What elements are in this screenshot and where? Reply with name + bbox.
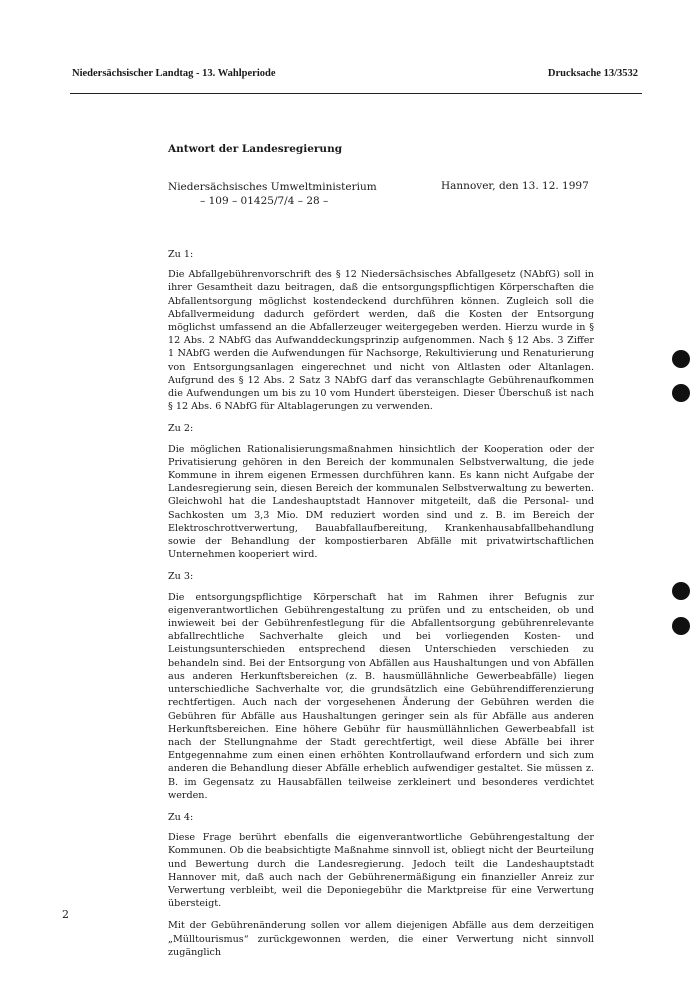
punch-hole-mark <box>672 384 690 402</box>
header-rule <box>70 93 642 94</box>
punch-hole-mark <box>672 350 690 368</box>
punch-hole-mark <box>672 617 690 635</box>
section-heading: Zu 2: <box>168 423 194 435</box>
ministry-block <box>168 180 377 208</box>
section-paragraph: Diese Frage berührt ebenfalls die eigenverantwortliche Gebührengestaltung der Kommunen. Ob die beabsichtigte Maßnahme sinnvoll ist, obliegt nicht der Beurteilung und Bewertung durch die Landesregierung. Jedoch teilt die Landeshauptstadt Hannover mit, daß auch nach der Gebührenermäßigung ein finanzieller Anreiz zur Verwertung verbleibt, weil die Deponiegebühr die Marktpreise für eine Verwertung übersteigt. <box>168 832 594 910</box>
punch-hole-mark <box>672 582 690 600</box>
section-paragraph: Die möglichen Rationalisierungsmaßnahmen hinsichtlich der Kooperation oder der Privatisierung gehören in den Bereich der kommunalen Selbstverwaltung, die jede Kommune in ihrem eigenen Ermessen durchführen kann. Es kann nicht Aufgabe der Landesregierung sein, diesen Bereich der kommunalen Selbstverwaltung zu bewerten. Gleichwohl hat die Landeshauptstadt Hannover mitgeteilt, daß die Personal- und Sachkosten um 3,3 Mio. DM reduziert worden sind und z. B. im Bereich der Elektroschrottverwertung, Bauabfallaufbereitung, Krankenhausabfallbehandlung sowie der Behandlung der kompostierbaren Abfälle mit privatwirtschaftlichen Unternehmen kooperiert wird. <box>168 443 594 561</box>
section-heading: Zu 1: <box>168 249 194 260</box>
ministry-reference: – 109 – 01425/7/4 – 28 – <box>200 195 329 207</box>
section-heading: Zu 4: <box>168 811 194 823</box>
ministry-name: Niedersächsisches Umweltministerium <box>168 181 377 193</box>
header-document-number: Drucksache 13/3532 <box>547 68 638 79</box>
page-number: 2 <box>62 908 69 921</box>
document-body <box>168 248 594 968</box>
header-parliament: Niedersächsischer Landtag - 13. Wahlperiode <box>72 68 276 79</box>
section-paragraph: Mit der Gebührenänderung sollen vor allem diejenigen Abfälle aus dem derzeitigen „Mülltourismus“ zurückgewonnen werden, die einer Verwertung nicht sinnvoll zugänglich <box>168 920 594 958</box>
document-date: Hannover, den 13. 12. 1997 <box>441 180 589 192</box>
section-paragraph: Die entsorgungspflichtige Körperschaft hat im Rahmen ihrer Befugnis zur eigenverantwortlichen Gebührengestaltung zu prüfen und zu entscheiden, ob und inwieweit bei der Gebührenfestlegung für die Abfallentsorgung gebührenrelevante abfallrechtliche Sachverhalte gleich und bei vorliegenden Kosten- und Leistungsunterschieden entsprechend diesen Unterschieden verschieden zu behandeln sind. Bei der Entsorgung von Abfällen aus Haushaltungen und von Abfällen aus anderen Herkunftsbereichen (z. B. hausmüllähnliche Gewerbeabfälle) liegen unterschiedliche Sachverhalte vor, die grundsätzlich eine Gebührendifferenzierung rechtfertigen. Auch nach der vorgesehenen Änderung der Gebühren werden die Gebühren für Abfälle aus Haushaltungen geringer sein als für Abfälle aus anderen Herkunftsbereichen. Eine höhere Gebühr für hausmüllähnlichen Gewerbeabfall ist nach der Stellungnahme der Stadt gerechtfertigt, weil diese Abfälle bei ihrer Entgegennahme zum einen einen erhöhten Kontrollaufwand erfordern und sich zum anderen die Behandlung dieser Abfälle erheblich aufwendiger gestaltet. Sie müssen z. B. im Gegensatz zu Hausabfällen teilweise zerkleinert und besonderes verdichtet werden. <box>168 591 594 801</box>
section-heading: Zu 3: <box>168 571 194 583</box>
document-title: Antwort der Landesregierung <box>168 143 343 155</box>
section-paragraph: Die Abfallgebührenvorschrift des § 12 Niedersächsisches Abfallgesetz (NAbfG) soll in ihrer Gesamtheit dazu beitragen, daß die entsorgungspflichtigen Körperschaften die Abfallentsorgung möglichst kostendeckend durchführen können. Zugleich soll die Abfallvermeidung dadurch gefördert werden, daß die Kosten der Entsorgung möglichst umfassend an die Abfallerzeuger weitergegeben werden. Hierzu wurde in § 12 Abs. 2 NAbfG das Aufwanddeckungsprinzip aufgenommen. Nach § 12 Abs. 3 Ziffer 1 NAbfG werden die Aufwendungen für Nachsorge, Rekultivierung und Renaturierung von Entsorgungsanlagen eingerechnet und nicht von Altlasten oder Altanlagen. Aufgrund des § 12 Abs. 2 Satz 3 NAbfG darf das veranschlagte Gebührenaufkommen die Aufwendungen um bis zu 10 vom Hundert übersteigen. Dieser Überschuß ist nach § 12 Abs. 6 NAbfG für Altablagerungen zu verwenden. <box>168 269 594 413</box>
